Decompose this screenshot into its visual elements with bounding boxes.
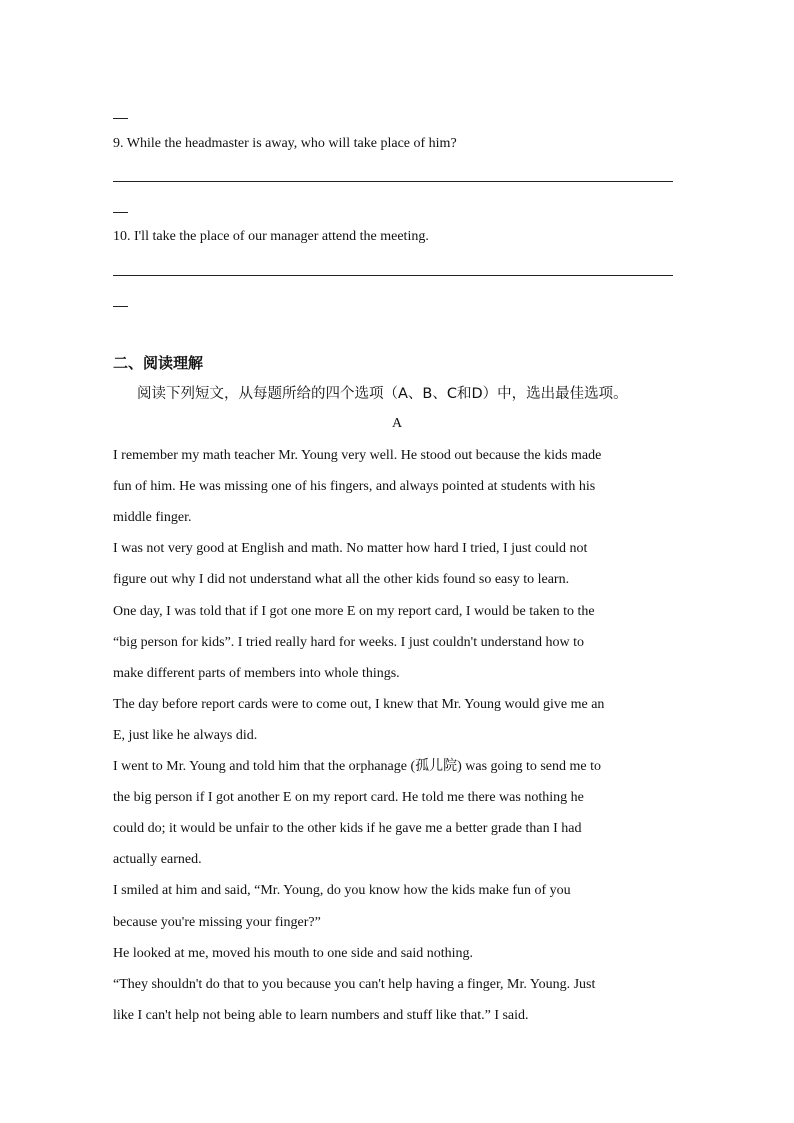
question-10: 10. I'll take the place of our manager attend the meeting. [113,229,429,244]
passage-line: He looked at me, moved his mouth to one side and said nothing. [113,945,474,961]
section-heading: 二、阅读理解 [113,354,204,372]
answer-dash-2 [113,212,128,213]
passage-line: I remember my math teacher Mr. Young very well. He stood out because the kids made [113,448,602,463]
passage-line: “They shouldn't do that to you because you can't help having a finger, Mr. Young. Just [113,976,596,992]
answer-dash-3 [113,306,128,307]
answer-dash-1 [113,118,128,119]
passage-label: A [391,416,403,431]
passage-line: I smiled at him and said, “Mr. Young, do you know how the kids make fun of you [113,883,571,899]
passage-line: the big person if I got another E on my report card. He told me there was nothing he [113,790,584,806]
passage-line: middle finger. [113,510,192,526]
passage-line: One day, I was told that if I got one more E on my report card, I would be taken to the [113,603,595,619]
passage-line: I was not very good at English and math. No matter how hard I tried, I just could not [113,541,588,557]
passage-line: fun of him. He was missing one of his fingers, and always pointed at students with his [113,479,596,495]
answer-line-10 [113,275,673,276]
section-instruction: 阅读下列短文，从每题所给的四个选项（A、B、C和D）中，选出最佳选项。 [137,386,628,402]
passage-line: could do; it would be unfair to the other kids if he gave me a better grade than I had [113,821,582,837]
passage-line: like I can't help not being able to learn numbers and stuff like that.” I said. [113,1007,529,1023]
passage-line: because you're missing your finger?” [113,914,321,930]
question-9: 9. While the headmaster is away, who will take place of him? [113,136,457,151]
passage-line: E, just like he always did. [113,727,258,743]
passage-line: “big person for kids”. I tried really hard for weeks. I just couldn't understand how to [113,634,585,650]
passage-line: figure out why I did not understand what all the other kids found so easy to learn. [113,572,570,588]
passage-line: The day before report cards were to come out, I knew that Mr. Young would give me an [113,696,605,712]
answer-line-9 [113,181,673,182]
passage-line: I went to Mr. Young and told him that the orphanage (孤儿院) was going to send me to [113,759,601,774]
passage-line: make different parts of members into whole things. [113,665,400,681]
passage-line: actually earned. [113,852,202,868]
